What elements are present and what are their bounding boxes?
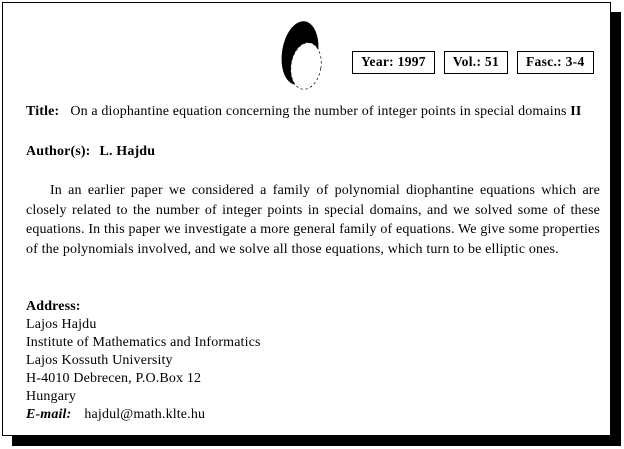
address-line-name: Lajos Hajdu	[26, 317, 97, 332]
email-address: hajdul@math.klte.hu	[84, 407, 206, 422]
abstract-paragraph: In an earlier paper we considered a family of polynomial diophantine equations which are closely related to the number of integer points in special domains, and we solved some of these equations. In this paper we investigate a more general family of equations. We give some properties of the polynomials involved, and we solve all those equations, which turn to be elliptic ones.	[26, 183, 600, 258]
address-line-institute: Institute of Mathematics and Informatics	[26, 335, 261, 350]
volume-badge: Vol.: 51	[444, 51, 508, 74]
crescent-moon-logo-icon	[277, 17, 325, 95]
address-line-country: Hungary	[26, 389, 77, 404]
address-line-city: H-4010 Debrecen, P.O.Box 12	[26, 371, 202, 386]
title-text-suffix: II	[570, 104, 582, 119]
address-label: Address:	[26, 299, 81, 314]
title-block	[26, 102, 624, 122]
author-name: L. Hajdu	[99, 144, 156, 159]
email-label: E-mail:	[26, 407, 72, 422]
issue-badges	[352, 51, 594, 74]
year-badge: Year: 1997	[352, 51, 435, 74]
author-line	[26, 144, 594, 160]
author-label: Author(s):	[26, 144, 91, 159]
title-label: Title:	[26, 104, 60, 119]
abstract-page	[2, 2, 611, 436]
address-block	[26, 298, 594, 424]
address-line-university: Lajos Kossuth University	[26, 353, 173, 368]
title-text: On a diophantine equation concerning the number of integer points in special domains	[70, 104, 567, 119]
fascicle-badge: Fasc.: 3-4	[517, 51, 593, 74]
email-line	[26, 406, 594, 424]
